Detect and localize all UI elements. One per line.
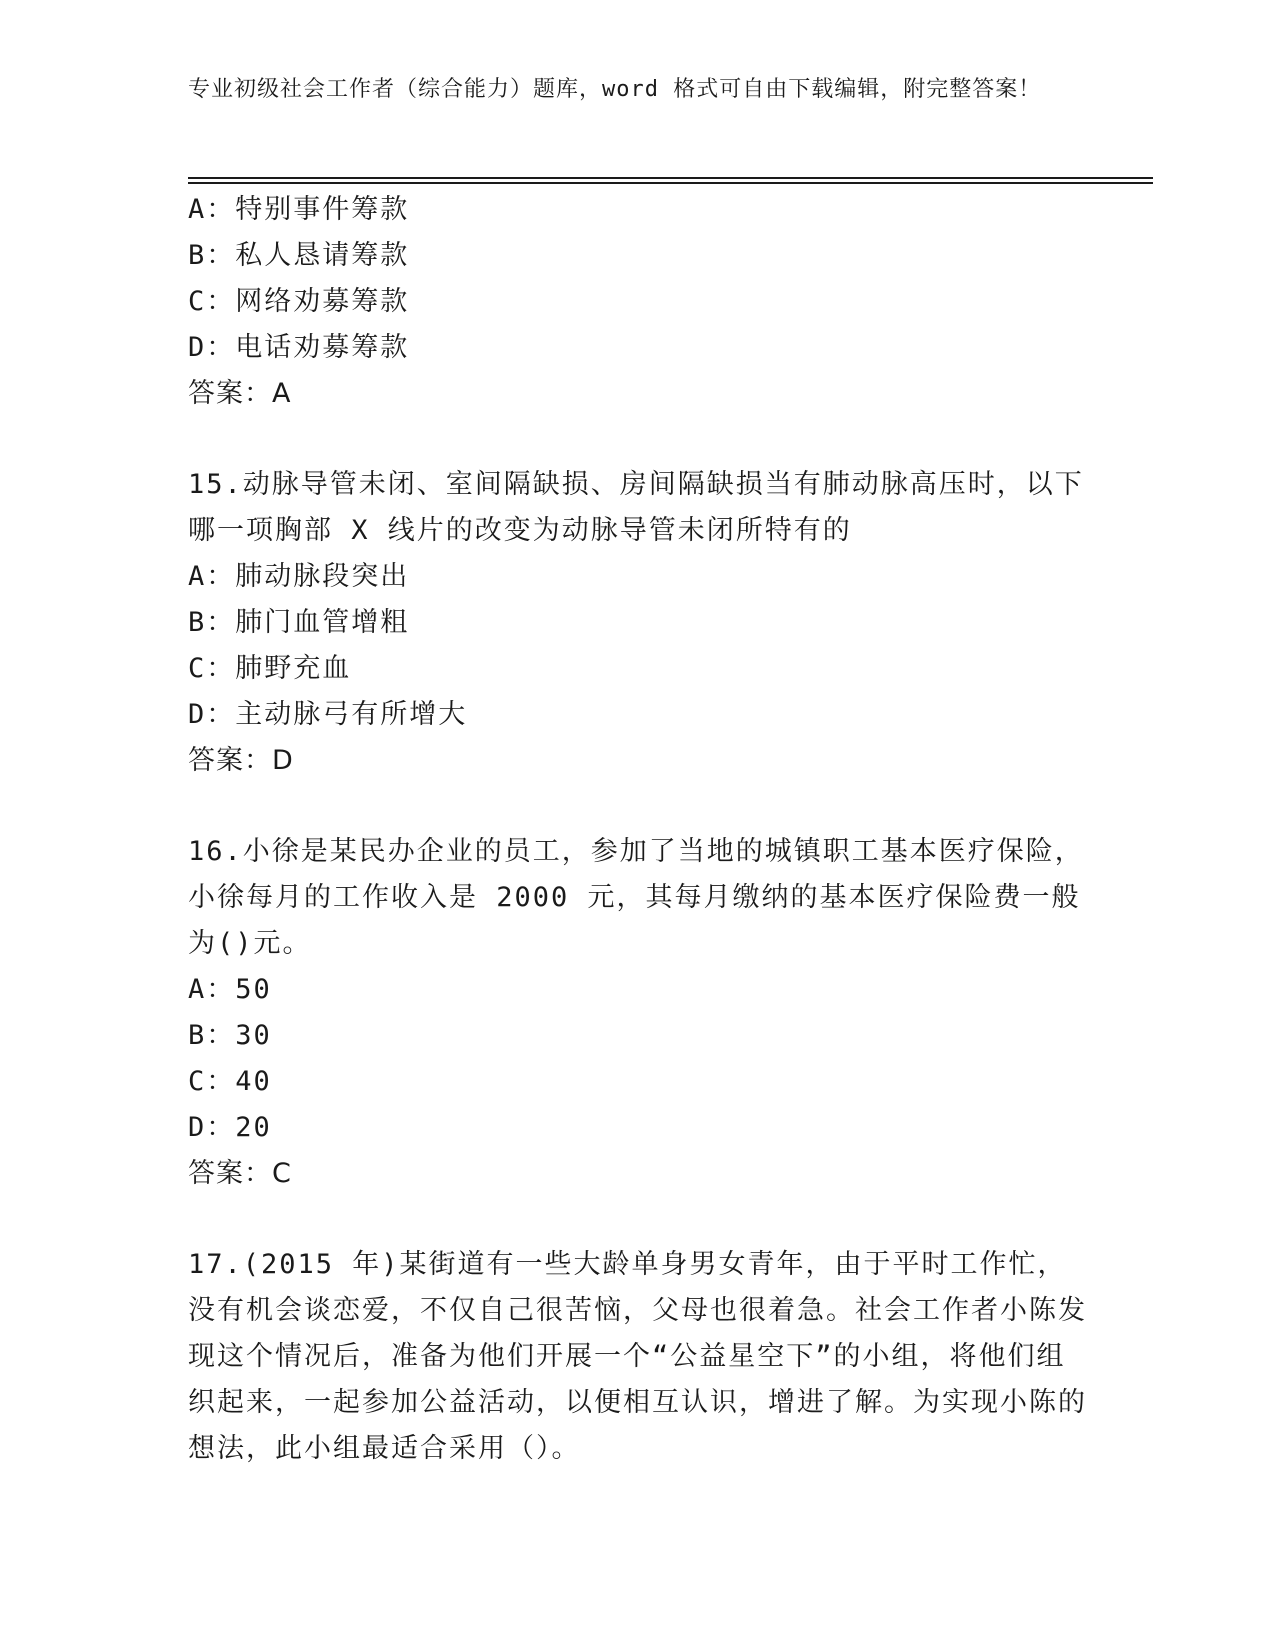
question-16-text: 16.小徐是某民办企业的员工，参加了当地的城镇职工基本医疗保险，小徐每月的工作收入是 2000 元，其每月缴纳的基本医疗保险费一般为()元。 [188, 836, 1084, 959]
option-c: C：网络劝募筹款 [188, 286, 410, 317]
option-b: B：私人恳请筹款 [188, 240, 410, 271]
question-content [188, 187, 1088, 1472]
spacer [188, 784, 1088, 829]
option-b: B：肺门血管增粗 [188, 607, 410, 638]
question-17-text: 17.(2015 年)某街道有一些大龄单身男女青年，由于平时工作忙，没有机会谈恋爱，不仅自己很苦恼，父母也很着急。社会工作者小陈发现这个情况后，准备为他们开展一个“公益星空下”的小组，将他们组织起来，一起参加公益活动，以便相互认识，增进了解。为实现小陈的想法，此小组最适合采用（）。 [188, 1249, 1087, 1464]
document-header: 专业初级社会工作者（综合能力）题库，word 格式可自由下载编辑，附完整答案！ [188, 77, 1042, 102]
option-a: A：50 [188, 974, 272, 1005]
option-d: D：电话劝募筹款 [188, 332, 410, 363]
spacer [188, 417, 1088, 462]
option-b: B：30 [188, 1020, 272, 1051]
answer-14: 答案：A [188, 378, 292, 409]
option-a: A：肺动脉段突出 [188, 561, 410, 592]
question-15-text: 15.动脉导管未闭、室间隔缺损、房间隔缺损当有肺动脉高压时，以下哪一项胸部 X 线片的改变为动脉导管未闭所特有的 [188, 469, 1084, 546]
option-d: D：主动脉弓有所增大 [188, 699, 468, 730]
option-c: C：肺野充血 [188, 653, 352, 684]
answer-15: 答案：D [188, 745, 294, 776]
answer-16: 答案：C [188, 1158, 292, 1189]
question-15-options [188, 554, 1088, 738]
spacer [188, 1197, 1088, 1242]
question-14-options [188, 187, 1088, 371]
header-rule-bottom [188, 182, 1153, 184]
option-a: A：特别事件筹款 [188, 194, 410, 225]
header-rule-top [188, 177, 1153, 179]
question-16-options [188, 967, 1088, 1151]
option-d: D：20 [188, 1112, 272, 1143]
option-c: C：40 [188, 1066, 272, 1097]
